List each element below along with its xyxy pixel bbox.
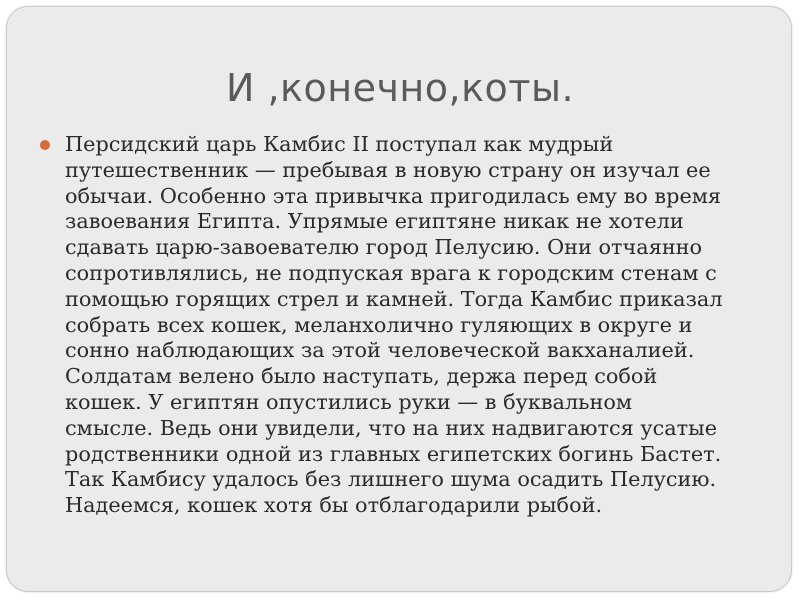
- body-block: [40, 132, 760, 519]
- body-text: Персидский царь Камбис II поступал как мудрый путешественник — пребывая в новую страну он изучал ее обычаи. Особенно эта привычка пригодилась ему во время завоевания Египта. Упрямые египтяне никак не хотели сдавать царю-завоевателю город Пелусию. Они отчаянно сопротивлялись, не подпуская врага к городским стенам с помощью горящих стрел и камней. Тогда Камбис приказал собрать всех кошек, меланхолично гуляющих в округе и сонно наблюдающих за этой человеческой вакханалией. Солдатам велено было наступать, держа перед собой кошек. У египтян опустились руки — в буквальном смысле. Ведь они увидели, что на них надвигаются усатые родственники одной из главных египетских богинь Бастет. Так Камбису удалось без лишнего шума осадить Пелусию. Надеемся, кошек хотя бы отблагодарили рыбой.: [65, 132, 723, 518]
- slide-title: И ,конечно,коты.: [225, 66, 575, 110]
- bullet-icon: [40, 140, 50, 150]
